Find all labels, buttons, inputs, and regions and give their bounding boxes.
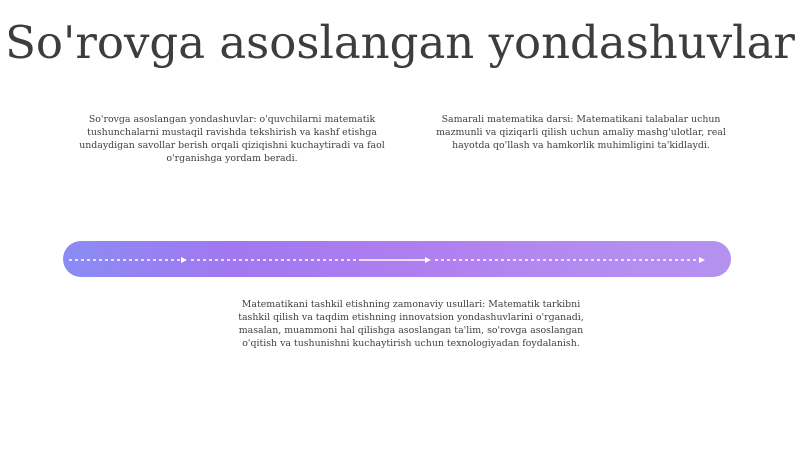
- timeline-arrow-head-2: [425, 257, 431, 263]
- text-block-inquiry-approaches: So'rovga asoslangan yondashuvlar: o'quvchilarni matematik tushunchalarni mustaqil ravishda tekshirish va kashf etishga undaydigan savollar berish orqali qiziqishni kuchaytiradi va faol o'rganishga yordam beradi.: [79, 114, 385, 164]
- timeline-arrows: [63, 241, 731, 277]
- timeline-arrow-head-1: [181, 257, 187, 263]
- timeline-bar: [63, 241, 731, 277]
- timeline-arrow-head-3: [699, 257, 705, 263]
- text-block-effective-lesson: Samarali matematika darsi: Matematikani talabalar uchun mazmunli va qiziqarli qilish uchun amaliy mashg'ulotlar, real hayotda qo'llash va hamkorlik muhimligini ta'kidlaydi.: [436, 114, 726, 151]
- slide-title: So'rovga asoslangan yondashuvlar: [5, 16, 795, 69]
- text-block-modern-methods: Matematikani tashkil etishning zamonaviy usullari: Matematik tarkibni tashkil qilish va taqdim etishning innovatsion yondashuvlarini o'rganadi, masalan, muammoni hal qilishga asoslangan ta'lim, so'rovga asoslangan o'qitish va tushunishni kuchaytirish uchun texnologiyadan foydalanish.: [238, 299, 584, 349]
